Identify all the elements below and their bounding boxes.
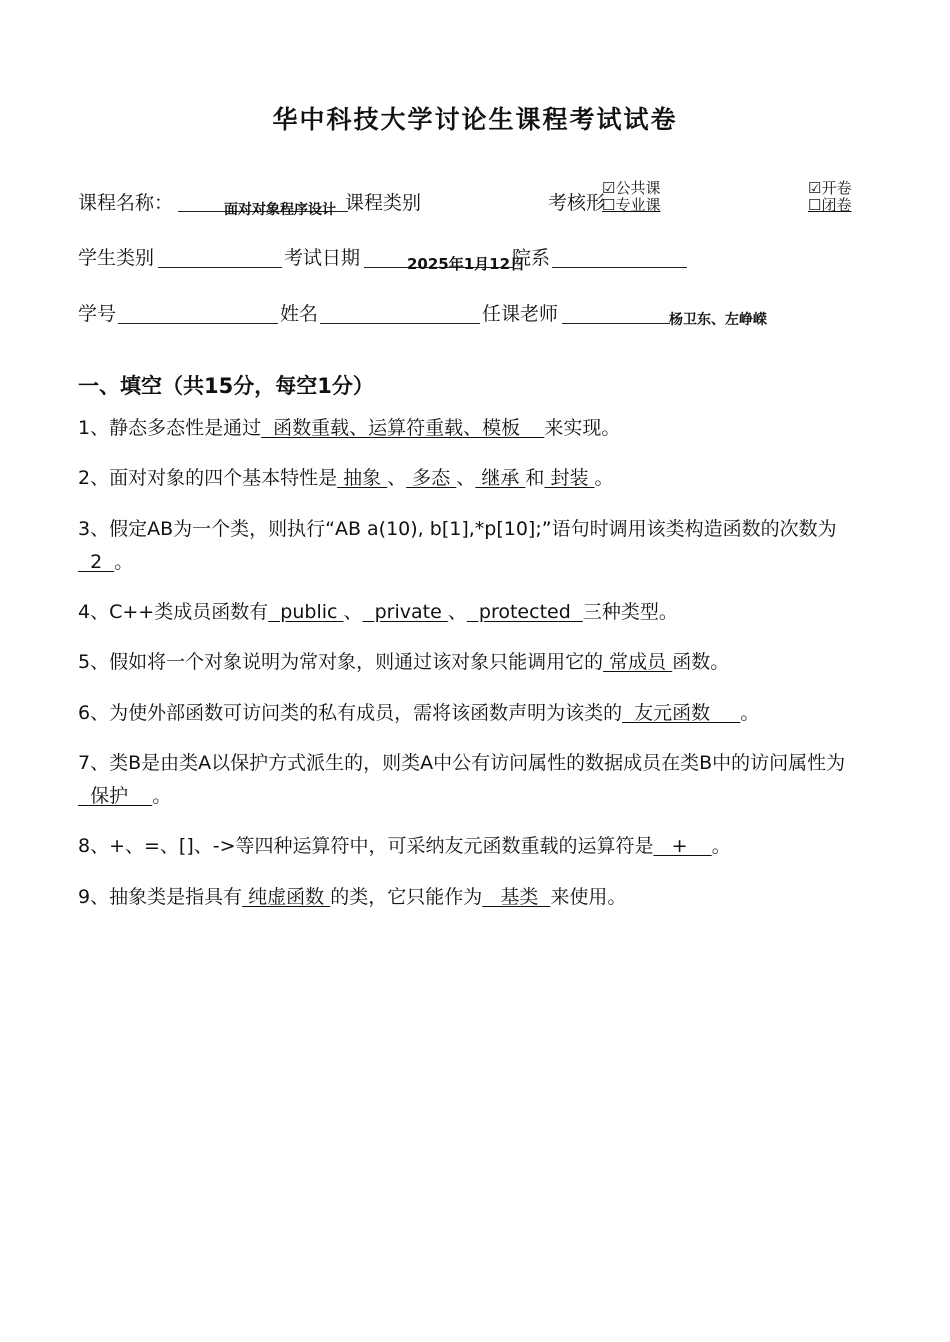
department-line: [552, 267, 687, 268]
answer: 函数重载、运算符重载、模板: [261, 417, 545, 439]
question-text: 。: [711, 835, 731, 857]
answer: 2: [78, 551, 115, 573]
question-text: 和: [525, 467, 545, 489]
question-text: 5、假如将一个对象说明为常对象，则通过该对象只能调用它的: [78, 651, 604, 673]
exam-closed-book-checkbox[interactable]: ☐闭卷: [808, 196, 852, 214]
question-text: 函数。: [672, 651, 730, 673]
question-9: [78, 881, 878, 914]
question-text: 、: [343, 601, 363, 623]
answer: 纯虚函数: [242, 886, 331, 908]
question-text: 9、抽象类是指具有: [78, 886, 243, 908]
section-heading: 一、填空（共15分，每空1分）: [78, 374, 374, 398]
student-id-label: 学号: [78, 303, 117, 325]
question-text: 。: [594, 467, 614, 489]
name-line: [320, 323, 480, 324]
answer: 抽象: [337, 467, 388, 489]
teacher-line: [562, 323, 670, 324]
question-1: [78, 412, 878, 445]
question-text: 4、C++类成员函数有: [78, 601, 269, 623]
answer: private: [362, 601, 448, 623]
question-text: 8、+、=、[]、->等四种运算符中，可采纳友元函数重载的运算符是: [78, 835, 654, 857]
course-type-public-checkbox[interactable]: ☑公共课: [602, 179, 661, 197]
question-text: 。: [740, 702, 760, 724]
exam-date-label: 考试日期: [284, 247, 361, 269]
question-4: [78, 596, 878, 629]
exam-open-book-checkbox[interactable]: ☑开卷: [808, 179, 852, 197]
question-text: 。: [114, 551, 134, 573]
student-type-line: [158, 267, 282, 268]
question-8: [78, 830, 878, 863]
course-name-label: 课程名称：: [78, 192, 174, 214]
department-label: 院系: [512, 247, 551, 269]
question-text: 1、静态多态性是通过: [78, 417, 262, 439]
student-id-line: [118, 323, 278, 324]
answer: 常成员: [603, 651, 673, 673]
answer: 多态: [406, 467, 457, 489]
answer: +: [653, 835, 712, 857]
question-5: [78, 646, 878, 679]
question-7: [78, 747, 868, 813]
question-3: [78, 513, 868, 579]
question-text: 、: [447, 601, 467, 623]
answer: 保护: [78, 785, 153, 807]
name-label: 姓名: [280, 303, 319, 325]
question-text: 2、面对对象的四个基本特性是: [78, 467, 338, 489]
exam-title: 华中科技大学讨论生课程考试试卷: [272, 105, 678, 134]
teacher-value: 杨卫东、左峥嵘: [669, 312, 767, 328]
answer: public: [268, 601, 344, 623]
answer: 封装: [544, 467, 595, 489]
question-text: 的类，它只能作为: [330, 886, 483, 908]
student-type-label: 学生类别: [78, 247, 155, 269]
answer: 友元函数: [622, 702, 741, 724]
teacher-label: 任课老师: [482, 303, 559, 325]
question-text: 来使用。: [550, 886, 627, 908]
question-text: 3、假定AB为一个类，则执行“AB a(10), b[1],*p[10];”语句时调用该类构造函数的次数为: [78, 518, 837, 540]
course-type-label: 课程类别: [345, 192, 422, 214]
exam-date-value: 2025年1月12日: [407, 255, 526, 273]
question-text: 三种类型。: [582, 601, 678, 623]
answer: protected: [466, 601, 583, 623]
answer: 继承: [475, 467, 526, 489]
answer: 基类: [482, 886, 551, 908]
course-name-value: 面对对象程序设计: [224, 202, 336, 218]
question-text: 7、类B是由类A以保护方式派生的，则类A中公有访问属性的数据成员在类B中的访问属性为: [78, 752, 846, 774]
question-6: [78, 697, 878, 730]
exam-mode-label: 考核形: [548, 192, 606, 214]
question-text: 、: [387, 467, 407, 489]
question-text: 6、为使外部函数可访问类的私有成员，需将该函数声明为该类的: [78, 702, 623, 724]
question-text: 。: [152, 785, 172, 807]
question-2: [78, 462, 878, 495]
question-text: 来实现。: [544, 417, 621, 439]
course-type-major-checkbox[interactable]: ☐专业课: [602, 196, 661, 214]
question-text: 、: [456, 467, 476, 489]
